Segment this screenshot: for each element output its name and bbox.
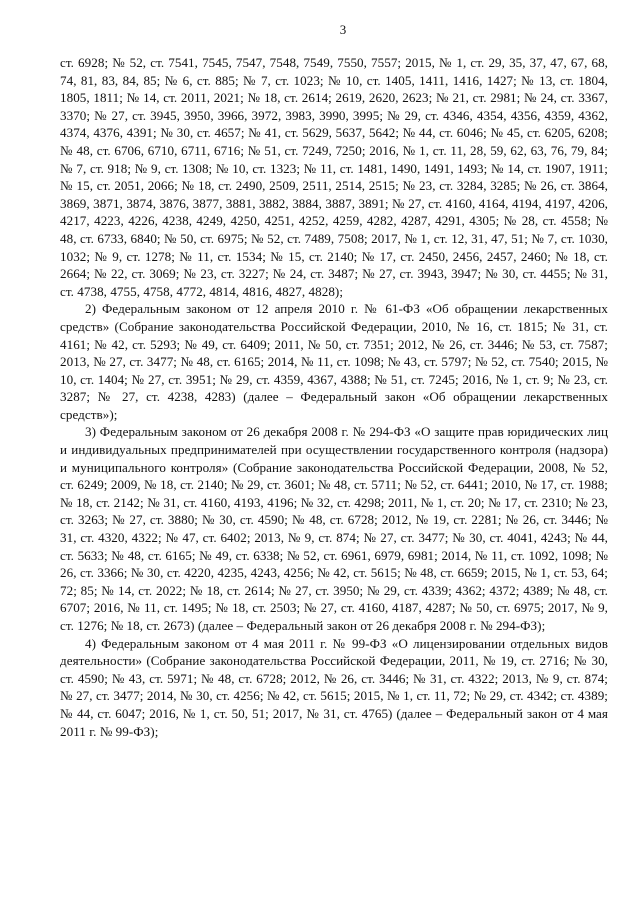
paragraph-item-2: 2) Федеральным законом от 12 апреля 2010 г. № 61-ФЗ «Об обращении лекарственных средств» (Собрание законодательства Российской Федерации, 2010, № 16, ст. 1815; № 31, ст. 4161; № 42, ст. 5293; № 49, ст. 6409; 2011, № 50, ст. 7351; 2012, № 26, ст. 3446; № 53, ст. 7587; 2013, № 27, ст. 3477; № 48, ст. 6165; 2014, № 11, ст. 1098; № 43, ст. 5797; № 52, ст. 7540; 2015, № 10, ст. 1404; № 27, ст. 3951; № 29, ст. 4359, 4367, 4388; № 51, ст. 7245; 2016, № 1, ст. 9; № 23, ст. 3287; № 27, ст. 4238, 4283) (далее – Федеральный закон «Об обращении лекарственных средств»); (60, 301, 608, 422)
paragraph-continuation: ст. 6928; № 52, ст. 7541, 7545, 7547, 7548, 7549, 7550, 7557; 2015, № 1, ст. 29, 35, 37, 47, 67, 68, 74, 81, 83, 84, 85; № 6, ст. 885; № 7, ст. 1023; № 10, ст. 1405, 1411, 1416, 1427; № 13, ст. 1804, 1805, 1811; № 14, ст. 2011, 2021; № 18, ст. 2614; 2619, 2620, 2623; № 21, ст. 2981; № 24, ст. 3367, 3370; № 27, ст. 3945, 3950, 3966, 3972, 3983, 3990, 3995; № 29, ст. 4346, 4354, 4356, 4359, 4362, 4374, 4376, 4391; № 30, ст. 4657; № 41, ст. 5629, 5637, 5642; № 44, ст. 6046; № 45, ст. 6205, 6208; № 48, ст. 6706, 6710, 6711, 6716; № 51, ст. 7249, 7250; 2016, № 1, ст. 11, 28, 59, 62, 63, 76, 79, 84; № 7, ст. 918; № 9, ст. 1308; № 10, ст. 1323; № 11, ст. 1481, 1490, 1491, 1493; № 14, ст. 1907, 1911; № 15, ст. 2051, 2066; № 18, ст. 2490, 2509, 2511, 2514, 2515; № 23, ст. 3284, 3285; № 26, ст. 3864, 3869, 3871, 3874, 3876, 3877, 3881, 3882, 3884, 3887, 3891; № 27, ст. 4160, 4164, 4194, 4197, 4206, 4217, 4223, 4226, 4238, 4249, 4250, 4251, 4252, 4259, 4282, 4287, 4291, 4305; № 28, ст. 4558; № 48, ст. 6733, 6840; № 50, ст. 6975; № 52, ст. 7489, 7508; 2017, № 1, ст. 12, 31, 47, 51; № 7, ст. 1030, 1032; № 9, ст. 1278; № 11, ст. 1534; № 15, ст. 2140; № 17, ст. 2450, 2456, 2457, 2460; № 18, ст. 2664; № 22, ст. 3069; № 23, ст. 3227; № 24, ст. 3487; № 27, ст. 3943, 3947; № 30, ст. 4455; № 31, ст. 4738, 4755, 4758, 4772, 4814, 4816, 4827, 4828); (60, 55, 608, 299)
document-page (60, 22, 608, 892)
paragraph-item-4: 4) Федеральным законом от 4 мая 2011 г. № 99-ФЗ «О лицензировании отдельных видов деятельности» (Собрание законодательства Российской Федерации, 2011, № 19, ст. 2716; № 30, ст. 4590; № 43, ст. 5971; № 48, ст. 6728; 2012, № 26, ст. 3446; № 31, ст. 4322; 2013, № 9, ст. 874; № 27, ст. 3477; 2014, № 30, ст. 4256; № 42, ст. 5615; 2015, № 1, ст. 11, 72; № 29, ст. 4342; ст. 4389; № 44, ст. 6047; 2016, № 1, ст. 50, 51; 2017, № 31, ст. 4765) (далее – Федеральный закон от 4 мая 2011 г. № 99-ФЗ); (60, 635, 608, 739)
paragraph-item-3: 3) Федеральным законом от 26 декабря 2008 г. № 294-ФЗ «О защите прав юридических лиц и индивидуальных предпринимателей при осуществлении государственного контроля (надзора) и муниципального контроля» (Собрание законодательства Российской Федерации, 2008, № 52, ст. 6249; 2009, № 18, ст. 2140; № 29, ст. 3601; № 48, ст. 5711; № 52, ст. 6441; 2010, № 17, ст. 1988; № 18, ст. 2142; № 31, ст. 4160, 4193, 4196; № 32, ст. 4298; 2011, № 1, ст. 20; № 17, ст. 2310; № 23, ст. 3263; № 27, ст. 3880; № 30, ст. 4590; № 48, ст. 6728; 2012, № 19, ст. 2281; № 26, ст. 3446; № 31, ст. 4320, 4322; № 47, ст. 6402; 2013, № 9, ст. 874; № 27, ст. 3477; № 30, ст. 4041, 4243; № 44, ст. 5633; № 48, ст. 6165; № 49, ст. 6338; № 52, ст. 6961, 6979, 6981; 2014, № 11, ст. 1092, 1098; № 26, ст. 3366; № 30, ст. 4220, 4235, 4243, 4256; № 42, ст. 5615; № 48, ст. 6659; 2015, № 1, ст. 53, 64; 72; 85; № 14, ст. 2022; № 18, ст. 2614; № 27, ст. 3950; № 29, ст. 4339; 4362; 4372; 4389; № 48, ст. 6707; 2016, № 11, ст. 1495; № 18, ст. 2503; № 27, ст. 4160, 4187, 4287; № 50, ст. 6975; 2017, № 9, ст. 1276; № 18, ст. 2673) (далее – Федеральный закон от 26 декабря 2008 г. № 294-ФЗ); (60, 424, 608, 633)
page-number: 3 (339, 22, 347, 37)
